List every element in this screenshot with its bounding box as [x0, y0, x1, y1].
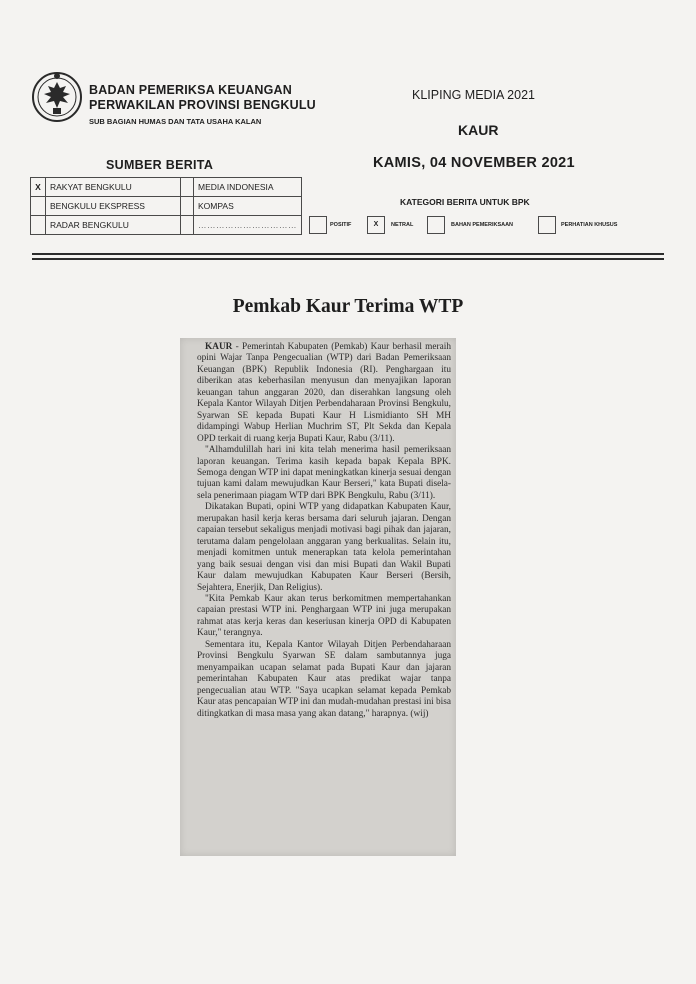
- org-name-line1: BADAN PEMERIKSA KEUANGAN: [89, 83, 292, 97]
- sumber-berita-title: SUMBER BERITA: [106, 158, 214, 172]
- source-checkbox: [181, 197, 194, 216]
- kliping-media-label: KLIPING MEDIA 2021: [412, 88, 535, 102]
- dateline: KAUR: [205, 342, 233, 352]
- source-checkbox: [31, 216, 46, 235]
- source-name: MEDIA INDONESIA: [194, 178, 302, 197]
- article-paragraph: Dikatakan Bupati, opini WTP yang didapatkan Kabupaten Kaur, merupakan hasil kerja keras bersama dari seluruh jajaran. Dengan capaian tersebut sekaligus menjadi motivasi bagi pihak dan jajaran, terutama dalam pengelolaan anggaran yang berkualitas. Selain itu, menjadi komitmen untuk menerapkan tata kelola pemerintahan yang baik sesuai dengan visi dan misi Bupati dan Wakil Bupati Kaur dalam mewujudkan Kabupaten Kaur Berseri (Bersih, Sejahtera, Enerjik, Dan Religius).: [197, 502, 451, 593]
- article-paragraph: [197, 342, 451, 445]
- article-paragraph: "Kita Pemkab Kaur akan terus berkomitmen mempertahankan capaian prestasi WTP ini. Penghargaan WTP ini juga merupakan rahmat atas kerja keras dan keseriusan kinerja OPD di Kabupaten Kaur," terangnya.: [197, 593, 451, 639]
- category-checkbox-netral: X: [367, 216, 385, 234]
- category-checkbox-bahan-pemeriksaan: [427, 216, 445, 234]
- category-label-perhatian-khusus: PERHATIAN KHUSUS: [561, 222, 618, 228]
- org-name-line2: PERWAKILAN PROVINSI BENGKULU: [89, 98, 316, 112]
- header-divider: [32, 253, 664, 255]
- table-row: [31, 178, 302, 197]
- category-checkbox-perhatian-khusus: [538, 216, 556, 234]
- source-checkbox: X: [31, 178, 46, 197]
- article-paragraph: "Alhamdulillah hari ini kita telah menerima hasil pemeriksaan laporan keuangan. Terima kasih kepada bapak Kepala BPK. Semoga dengan WTP ini dapat meningkatkan kinerja sesuai dengan tujuan kami dalam mewujudkan Kaur Berseri," kata Bupati disela-sela penerimaan piagam WTP dari BPK Bengkulu, Rabu (3/11).: [197, 445, 451, 501]
- article-body: [197, 342, 451, 720]
- header-divider: [32, 258, 664, 260]
- source-name: RAKYAT BENGKULU: [46, 178, 181, 197]
- bpk-emblem-logo: [30, 70, 84, 124]
- source-blank-line: ……………………………: [194, 216, 302, 235]
- sumber-berita-table: [30, 177, 302, 235]
- source-name: KOMPAS: [194, 197, 302, 216]
- table-row: [31, 197, 302, 216]
- table-row: [31, 216, 302, 235]
- source-name: BENGKULU EKSPRESS: [46, 197, 181, 216]
- paragraph-text: - Pemerintah Kabupaten (Pemkab) Kaur berhasil meraih opini Wajar Tanpa Pengecualian (WTP) dari Badan Pemeriksaan Keuangan (BPK) Republik Indonesia (RI). Penghargaan itu diberikan atas keberhasilan menyusun dan menyajikan laporan keuangan tahun anggaran 2020, dan diserahkan langsung oleh Kepala Kantor Wilayah Ditjen Perbendaharaan Provinsi Bengkulu, Syarwan SE kepada Bupati Kaur H Lismidianto SH MH didampingi Wabup Herlian Muchrim ST, Plt Sekda dan Kepala OPD terkait di ruang kerja Bupati Kaur, Rabu (3/11).: [197, 342, 451, 444]
- source-name: RADAR BENGKULU: [46, 216, 181, 235]
- region-label: KAUR: [458, 122, 499, 138]
- category-label-bahan-pemeriksaan: BAHAN PEMERIKSAAN: [451, 222, 514, 228]
- category-label-netral: NETRAL: [391, 222, 414, 228]
- category-checkbox-positif: [309, 216, 327, 234]
- source-checkbox: [181, 216, 194, 235]
- source-checkbox: [181, 178, 194, 197]
- kategori-berita-title: KATEGORI BERITA UNTUK BPK: [400, 197, 530, 207]
- article-paragraph: Sementara itu, Kepala Kantor Wilayah Ditjen Perbendaharaan Provinsi Bengkulu Syarwan SE dalam sambutannya juga menyampaikan ucapan selamat pada Bupati Kaur dan jajaran pemerintahan Kabupaten Kaur atas predikat wajar tanpa pengecualian atau WTP. "Saya ucapkan selamat kepada Pemkab Kaur atas pencapaian WTP ini dan mudah-mudahan prestasi ini bisa ditingkatkan di masa masa yang akan datang," harapnya. (wij): [197, 639, 451, 719]
- category-label-positif: POSITIF: [330, 222, 352, 228]
- source-checkbox: [31, 197, 46, 216]
- article-headline: Pemkab Kaur Terima WTP: [232, 296, 464, 317]
- date-label: KAMIS, 04 NOVEMBER 2021: [373, 155, 575, 171]
- org-unit-line: SUB BAGIAN HUMAS DAN TATA USAHA KALAN: [89, 117, 262, 126]
